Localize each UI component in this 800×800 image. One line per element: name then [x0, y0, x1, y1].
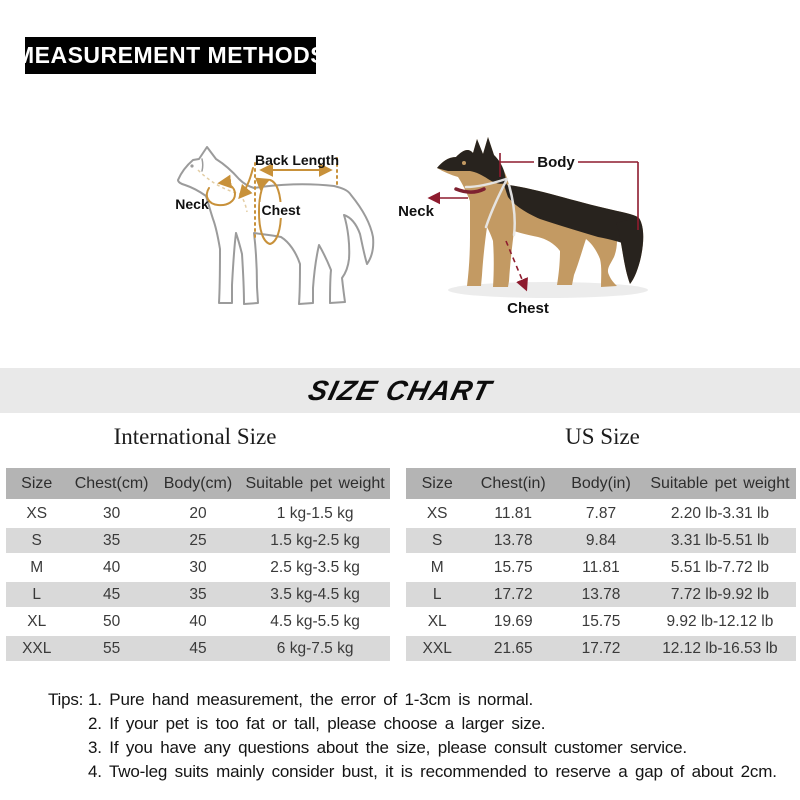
column-header: Suitable pet weight	[644, 468, 796, 501]
photo-neck-label: Neck	[398, 203, 434, 220]
table-cell: 9.84	[558, 528, 644, 555]
photo-chest-label: Chest	[507, 300, 549, 317]
table-header-row	[406, 468, 796, 501]
table-cell: 30	[156, 555, 240, 582]
table-cell: L	[406, 582, 468, 609]
table-cell: 35	[156, 582, 240, 609]
sketch-chest-label: Chest	[261, 202, 301, 218]
table-cell: 50	[67, 609, 155, 636]
table-cell: 7.72 lb-9.92 lb	[644, 582, 796, 609]
table-cell: S	[6, 528, 67, 555]
us-size-table	[406, 468, 796, 663]
tip-item: 2. If your pet is too fat or tall, please choose a larger size.	[88, 714, 546, 733]
table-cell: M	[6, 555, 67, 582]
table-cell: 11.81	[558, 555, 644, 582]
table-cell: 13.78	[468, 528, 558, 555]
table-cell: 12.12 lb-16.53 lb	[644, 636, 796, 663]
table-row	[6, 609, 390, 636]
table-row	[406, 528, 796, 555]
column-header: Chest(in)	[468, 468, 558, 501]
table-cell: 45	[67, 582, 155, 609]
photo-body-label: Body	[537, 154, 575, 171]
table-cell: 40	[67, 555, 155, 582]
back-length-label: Back Length	[254, 152, 340, 168]
table-cell: 17.72	[558, 636, 644, 663]
table-cell: 21.65	[468, 636, 558, 663]
table-cell: 20	[156, 501, 240, 528]
table-cell: 1 kg-1.5 kg	[240, 501, 390, 528]
column-header: Size	[6, 468, 67, 501]
table-cell: M	[406, 555, 468, 582]
table-cell: 3.31 lb-5.51 lb	[644, 528, 796, 555]
table-cell: 4.5 kg-5.5 kg	[240, 609, 390, 636]
table-cell: XS	[6, 501, 67, 528]
table-cell: 6 kg-7.5 kg	[240, 636, 390, 663]
sketch-neck-label: Neck	[175, 196, 209, 212]
dog-photo-diagram	[388, 115, 673, 330]
table-cell: 2.5 kg-3.5 kg	[240, 555, 390, 582]
table-row	[406, 555, 796, 582]
international-size-table	[6, 468, 390, 663]
table-row	[6, 636, 390, 663]
table-cell: 7.87	[558, 501, 644, 528]
banner-title: MEASUREMENT METHODS	[14, 42, 327, 68]
table-cell: 15.75	[558, 609, 644, 636]
tip-item: 1. Pure hand measurement, the error of 1-3cm is normal.	[88, 690, 533, 709]
table-cell: XS	[406, 501, 468, 528]
measurement-methods-banner	[14, 37, 327, 74]
table-cell: 40	[156, 609, 240, 636]
table-cell: 19.69	[468, 609, 558, 636]
table-cell: L	[6, 582, 67, 609]
international-size-title: International Size	[113, 424, 277, 449]
table-cell: 35	[67, 528, 155, 555]
table-cell: 55	[67, 636, 155, 663]
table-cell: XL	[406, 609, 468, 636]
table-cell: 9.92 lb-12.12 lb	[644, 609, 796, 636]
table-row	[6, 528, 390, 555]
table-cell: 17.72	[468, 582, 558, 609]
tips-list	[48, 688, 777, 784]
sketch-annotations	[207, 158, 337, 244]
column-header: Body(cm)	[156, 468, 240, 501]
table-cell: 2.20 lb-3.31 lb	[644, 501, 796, 528]
table-cell: 11.81	[468, 501, 558, 528]
table-cell: XXL	[6, 636, 67, 663]
table-row	[406, 582, 796, 609]
table-row	[406, 501, 796, 528]
table-cell: XL	[6, 609, 67, 636]
dog-measurement-sketch	[140, 128, 402, 323]
table-cell: 3.5 kg-4.5 kg	[240, 582, 390, 609]
column-header: Size	[406, 468, 468, 501]
table-cell: 5.51 lb-7.72 lb	[644, 555, 796, 582]
us-size-title: US Size	[565, 424, 640, 449]
table-cell: 25	[156, 528, 240, 555]
column-header: Chest(cm)	[67, 468, 155, 501]
size-chart-title: SIZE CHART	[305, 374, 496, 406]
table-header-row	[6, 468, 390, 501]
tips-section	[48, 688, 777, 784]
table-cell: 15.75	[468, 555, 558, 582]
table-cell: 1.5 kg-2.5 kg	[240, 528, 390, 555]
table-row	[6, 501, 390, 528]
tip-item: 3. If you have any questions about the size, please consult customer service.	[88, 738, 687, 757]
table-cell: 13.78	[558, 582, 644, 609]
table-row	[6, 582, 390, 609]
table-row	[6, 555, 390, 582]
tip-item: 4. Two-leg suits mainly consider bust, it is recommended to reserve a gap of about 2cm.	[88, 762, 777, 781]
table-cell: XXL	[406, 636, 468, 663]
table-row	[406, 636, 796, 663]
neck-loop-arrow	[207, 183, 235, 205]
column-header: Suitable pet weight	[240, 468, 390, 501]
table-cell: 45	[156, 636, 240, 663]
table-cell: 30	[67, 501, 155, 528]
tips-label: Tips:	[48, 690, 84, 709]
column-header: Body(in)	[558, 468, 644, 501]
table-row	[406, 609, 796, 636]
table-cell: S	[406, 528, 468, 555]
size-chart-band	[0, 368, 800, 413]
